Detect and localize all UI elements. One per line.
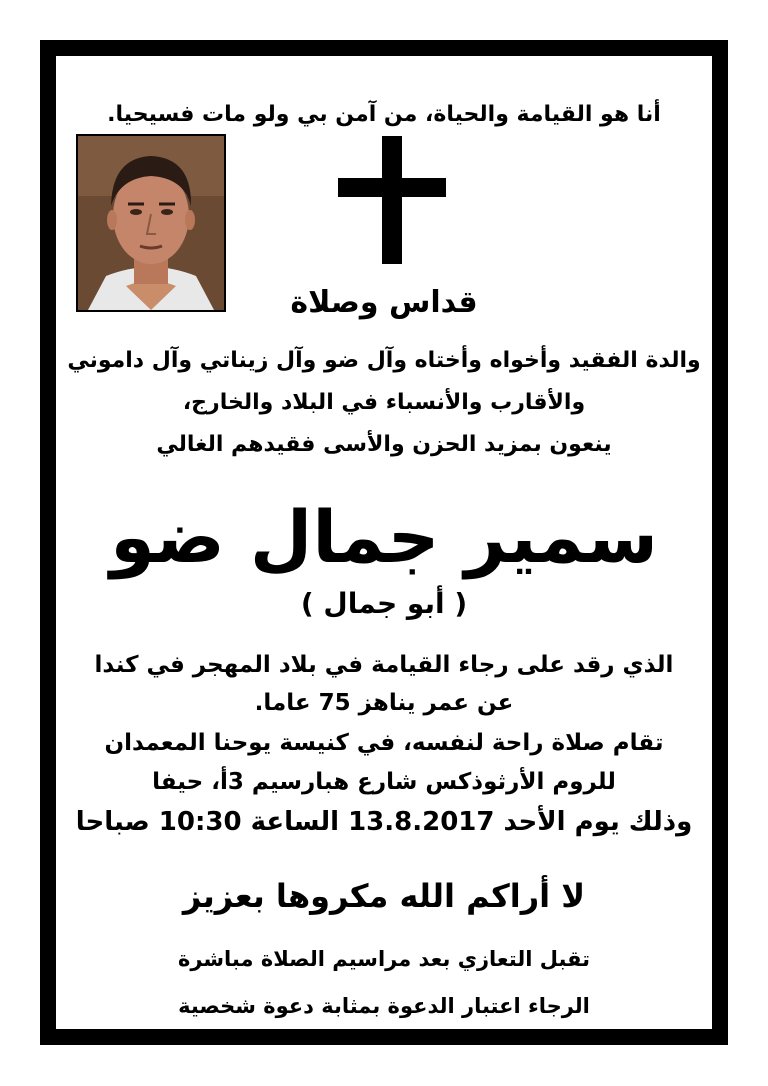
service-datetime: وذلك يوم الأحد 13.8.2017 الساعة 10:30 صباحا <box>75 807 693 837</box>
condolence-phrase: لا أراكم الله مكروها بعزيز <box>182 877 586 915</box>
condolence-acceptance: تقبل التعازي بعد مراسيم الصلاة مباشرة <box>177 947 591 971</box>
detail-line: الذي رقد على رجاء القيامة في بلاد المهجر في كندا <box>94 652 674 678</box>
portrait-image <box>78 136 224 310</box>
family-line: ينعون بمزيد الحزن والأسى فقيدهم الغالي <box>156 432 612 457</box>
family-line: والأقارب والأنسباء في البلاد والخارج، <box>182 390 586 415</box>
deceased-name: سمير جمال ضو <box>110 495 658 579</box>
detail-line: للروم الأرثوذكس شارع هبارسيم 3أ، حيفا <box>152 769 616 795</box>
service-title: قداس وصلاة <box>290 285 478 320</box>
scripture-verse: أنا هو القيامة والحياة، من آمن بي ولو مات فسيحيا. <box>107 102 661 127</box>
deceased-photo <box>76 134 226 312</box>
detail-line: تقام صلاة راحة لنفسه، في كنيسة يوحنا المعمدان <box>104 730 664 756</box>
deceased-nickname: ( أبو جمال ) <box>300 587 468 620</box>
family-line: والدة الفقيد وأخواه وأختاه وآل ضو وآل زيناتي وآل داموني <box>67 348 701 373</box>
detail-line: عن عمر يناهز 75 عاما. <box>254 690 514 716</box>
cross-icon <box>338 136 446 264</box>
obituary-frame <box>40 40 728 1045</box>
personal-invitation-note: الرجاء اعتبار الدعوة بمثابة دعوة شخصية <box>178 994 590 1018</box>
